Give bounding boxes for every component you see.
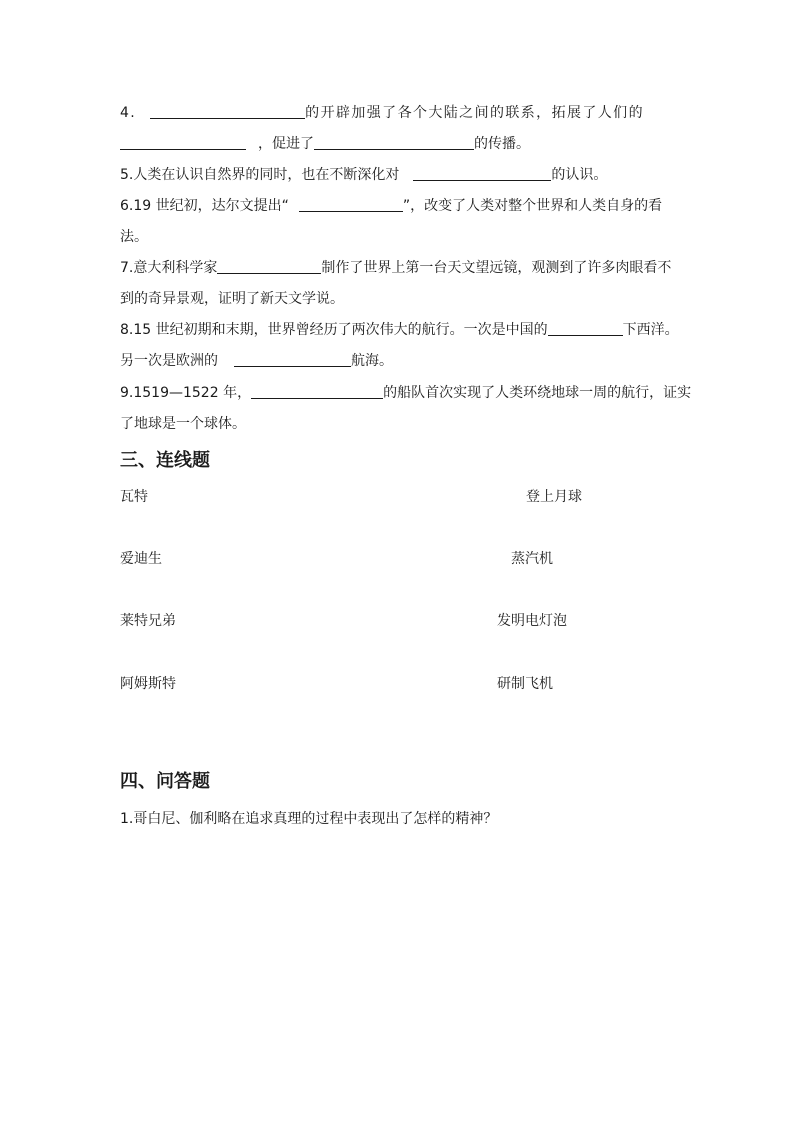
answer-blank[interactable] [548, 321, 623, 336]
question-s4-1: 1.哥白尼、伽利略在追求真理的过程中表现出了怎样的精神？ [120, 811, 498, 827]
left-item-2[interactable]: 爱迪生 [120, 551, 162, 567]
question-6-line-2: 法。 [120, 229, 148, 245]
left-item-4[interactable]: 阿姆斯特 [120, 676, 176, 692]
question-8-line-2: 另一次是欧洲的 航海。 [120, 353, 393, 369]
question-9-line-2: 了地球是一个球体。 [120, 416, 246, 432]
answer-blank[interactable] [314, 135, 474, 150]
question-7-line-1: 7.意大利科学家 制作了世界上第一台天文望远镜，观测到了许多肉眼看不 [120, 260, 672, 276]
left-item-3[interactable]: 莱特兄弟 [120, 613, 176, 629]
question-9-line-1: 9.1519—1522 年， 的船队首次实现了人类环绕地球一周的航行，证实 [120, 385, 692, 401]
left-item-1[interactable]: 瓦特 [120, 489, 148, 505]
answer-blank[interactable] [217, 259, 321, 274]
right-item-2[interactable]: 蒸汽机 [511, 551, 553, 567]
answer-blank[interactable] [299, 197, 403, 212]
right-item-3[interactable]: 发明电灯泡 [497, 613, 567, 629]
section-4-heading: 四、问答题 [120, 771, 210, 792]
question-6-line-1: 6.19 世纪初，达尔文提出“ ”，改变了人类对整个世界和人类自身的看 [120, 198, 663, 214]
right-item-1[interactable]: 登上月球 [526, 489, 582, 505]
question-number: 4. [120, 105, 137, 121]
section-3-heading: 三、连线题 [120, 450, 210, 471]
question-4-line-2: ，促进了 的传播。 [120, 135, 530, 153]
question-5: 5.人类在认识自然界的同时，也在不断深化对 的认识。 [120, 167, 608, 183]
answer-blank[interactable] [150, 104, 305, 119]
question-7-line-2: 到的奇异景观，证明了新天文学说。 [120, 291, 344, 307]
answer-blank[interactable] [251, 384, 383, 399]
answer-blank[interactable] [234, 352, 351, 367]
answer-blank[interactable] [120, 135, 246, 150]
answer-blank[interactable] [413, 166, 551, 181]
right-item-4[interactable]: 研制飞机 [497, 676, 553, 692]
question-8-line-1: 8.15 世纪初期和末期，世界曾经历了两次伟大的航行。一次是中国的 下西洋。 [120, 322, 679, 338]
question-4-line-1: 4. 的开辟加强了各个大陆之间的联系，拓展了人们的 [120, 105, 644, 121]
